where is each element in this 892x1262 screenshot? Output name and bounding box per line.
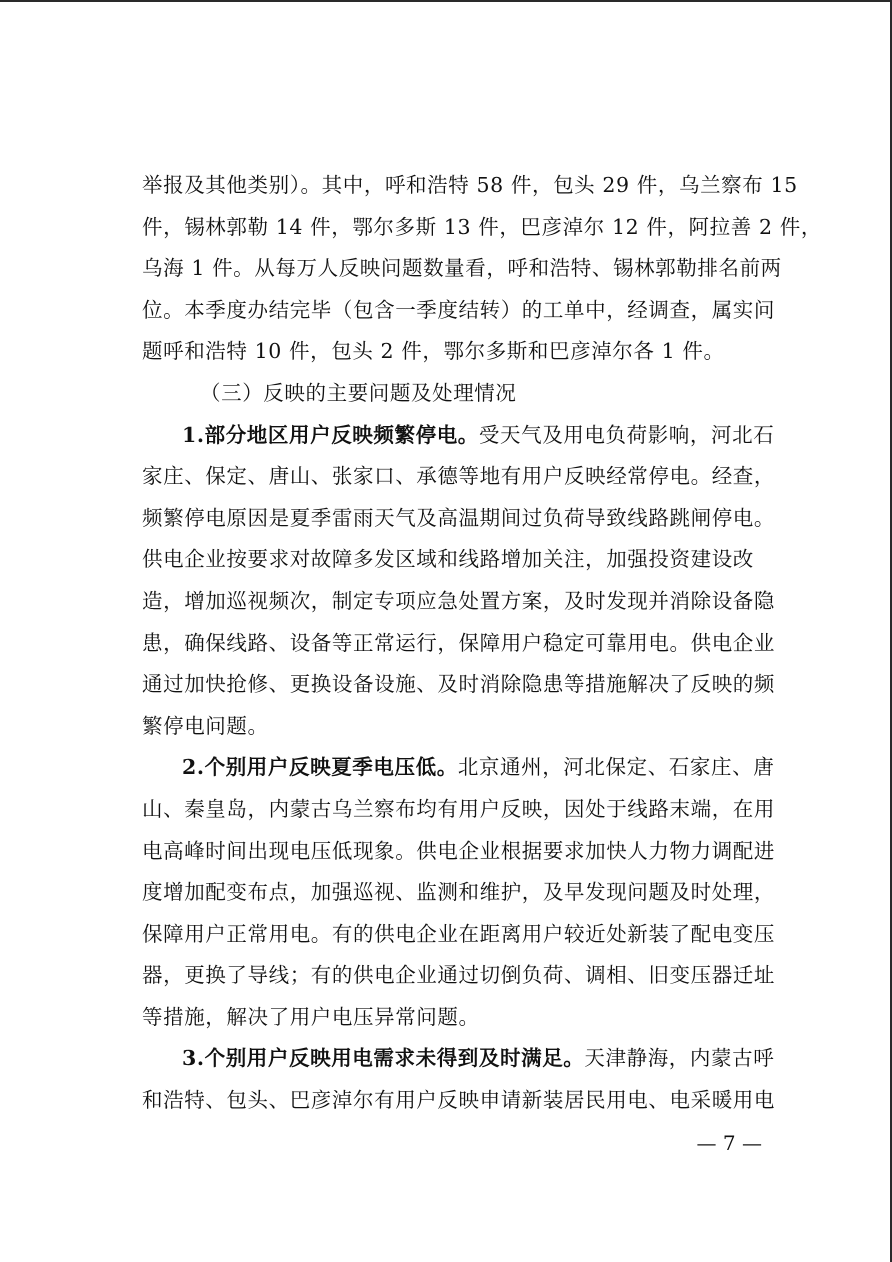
- item-2-first-line-rest: 北京通州，河北保定、石家庄、唐: [457, 755, 775, 780]
- item-2-line: 山、秦皇岛，内蒙古乌兰察布均有用户反映，因处于线路末端，在用: [142, 796, 775, 821]
- item-3-first-line: [142, 1038, 775, 1080]
- item-2-first-line: [142, 747, 775, 789]
- paragraph-line: 件，锡林郭勒 14 件，鄂尔多斯 13 件，巴彦淖尔 12 件，阿拉善 2 件，: [142, 214, 822, 239]
- section-heading: （三）反映的主要问题及处理情况: [200, 380, 517, 405]
- paragraph-line: 位。本季度办结完毕（包含一季度结转）的工单中，经调查，属实问: [142, 297, 775, 322]
- item-2-line: 器，更换了导线；有的供电企业通过切倒负荷、调相、旧变压器迁址: [142, 963, 775, 988]
- item-1-line: 患，确保线路、设备等正常运行，保障用户稳定可靠用电。供电企业: [142, 630, 775, 655]
- item-1-line: 通过加快抢修、更换设备设施、及时消除隐患等措施解决了反映的频: [142, 672, 775, 697]
- item-1-first-line-rest: 受天气及用电负荷影响，河北石: [478, 422, 775, 447]
- item-1-line: 繁停电问题。: [142, 713, 269, 738]
- item-1-line: 家庄、保定、唐山、张家口、承德等地有用户反映经常停电。经查，: [142, 464, 775, 489]
- page-number: — 7 —: [696, 1131, 762, 1155]
- item-2-line: 保障用户正常用电。有的供电企业在距离用户较近处新装了配电变压: [142, 921, 775, 946]
- item-3-first-line-rest: 天津静海，内蒙古呼: [584, 1046, 775, 1071]
- item-1-line: 造，增加巡视频次，制定专项应急处置方案，及时发现并消除设备隐: [142, 588, 775, 613]
- item-2-title: 2.个别用户反映夏季电压低。: [182, 755, 458, 780]
- item-2-line: 电高峰时间出现电压低现象。供电企业根据要求加快人力物力调配进: [142, 838, 775, 863]
- paragraph-line: 题呼和浩特 10 件，包头 2 件，鄂尔多斯和巴彦淖尔各 1 件。: [142, 339, 725, 364]
- item-3-title: 3.个别用户反映用电需求未得到及时满足。: [182, 1046, 585, 1071]
- item-1-title: 1.部分地区用户反映频繁停电。: [182, 422, 479, 447]
- item-3-line: 和浩特、包头、巴彦淖尔有用户反映申请新装居民用电、电采暖用电: [142, 1088, 775, 1113]
- paragraph-line: 举报及其他类别）。其中，呼和浩特 58 件，包头 29 件，乌兰察布 15: [142, 173, 798, 197]
- item-2-line: 度增加配变布点，加强巡视、监测和维护，及早发现问题及时处理，: [142, 880, 775, 905]
- item-1-line: 频繁停电原因是夏季雷雨天气及高温期间过负荷导致线路跳闸停电。: [142, 505, 775, 530]
- paragraph-line: 乌海 1 件。从每万人反映问题数量看，呼和浩特、锡林郭勒排名前两: [142, 256, 782, 281]
- item-1-line: 供电企业按要求对故障多发区域和线路增加关注，加强投资建设改: [142, 547, 754, 572]
- item-2-line: 等措施，解决了用户电压异常问题。: [142, 1004, 480, 1029]
- document-body: [142, 165, 822, 1122]
- item-1-first-line: [142, 415, 775, 457]
